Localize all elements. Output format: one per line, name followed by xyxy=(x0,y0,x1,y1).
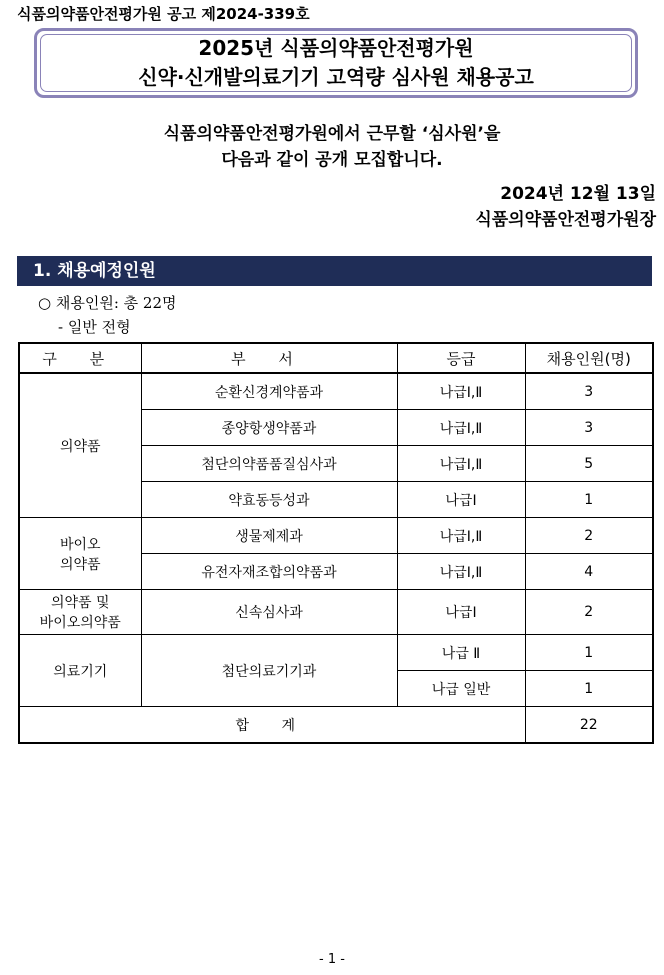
dept-cell: 약효동등성과 xyxy=(141,482,397,518)
intro-text xyxy=(0,121,664,173)
dept-cell: 신속심사과 xyxy=(141,590,397,635)
grade-cell: 나급Ⅰ xyxy=(397,482,525,518)
count-cell: 4 xyxy=(525,554,653,590)
page-number: - 1 - xyxy=(319,952,345,967)
table-row xyxy=(19,590,653,635)
title-inner xyxy=(40,34,632,92)
table-row xyxy=(19,518,653,554)
dept-cell: 종양항생약품과 xyxy=(141,410,397,446)
category-cell: 의료기기 xyxy=(19,635,141,707)
grade-cell: 나급 일반 xyxy=(397,671,525,707)
issuer: 식품의약품안전평가원장 xyxy=(475,210,656,230)
table-total-row xyxy=(19,707,653,744)
header-category: 구 분 xyxy=(19,343,141,373)
total-count: 22 xyxy=(525,707,653,744)
category-line-2: 의약품 xyxy=(59,556,101,573)
title-box xyxy=(34,28,638,98)
header-count: 채용인원(명) xyxy=(525,343,653,373)
recruit-type-line: - 일반 전형 xyxy=(58,318,131,336)
count-cell: 5 xyxy=(525,446,653,482)
table-row xyxy=(19,635,653,671)
intro-line-2: 다음과 같이 공개 모집합니다. xyxy=(221,150,443,170)
grade-cell: 나급Ⅰ,Ⅱ xyxy=(397,518,525,554)
title-line-2: 신약·신개발의료기기 고역량 심사원 채용공고 xyxy=(138,65,534,89)
grade-cell: 나급Ⅰ,Ⅱ xyxy=(397,554,525,590)
dept-cell: 순환신경계약품과 xyxy=(141,373,397,410)
category-cell: 의약품 xyxy=(19,373,141,518)
count-cell: 1 xyxy=(525,671,653,707)
count-cell: 2 xyxy=(525,590,653,635)
grade-cell: 나급 Ⅱ xyxy=(397,635,525,671)
category-line-2: 바이오의약품 xyxy=(39,615,121,631)
title-line-1: 2025년 식품의약품안전평가원 xyxy=(198,36,474,60)
category-line-1: 의약품 및 xyxy=(50,595,110,611)
dept-cell: 첨단의약품품질심사과 xyxy=(141,446,397,482)
grade-cell: 나급Ⅰ xyxy=(397,590,525,635)
date-block xyxy=(475,181,656,233)
category-cell xyxy=(19,590,141,635)
category-cell xyxy=(19,518,141,590)
announce-date: 2024년 12월 13일 xyxy=(500,184,656,204)
count-cell: 3 xyxy=(525,373,653,410)
count-cell: 3 xyxy=(525,410,653,446)
table-header-row xyxy=(19,343,653,373)
grade-cell: 나급Ⅰ,Ⅱ xyxy=(397,446,525,482)
total-recruit-line: ○ 채용인원: 총 22명 xyxy=(38,294,177,312)
intro-line-1: 식품의약품안전평가원에서 근무할 ‘심사원’을 xyxy=(163,124,501,144)
recruit-table xyxy=(18,342,654,744)
grade-cell: 나급Ⅰ,Ⅱ xyxy=(397,410,525,446)
dept-cell: 첨단의료기기과 xyxy=(141,635,397,707)
count-cell: 1 xyxy=(525,635,653,671)
dept-cell: 생물제제과 xyxy=(141,518,397,554)
count-cell: 2 xyxy=(525,518,653,554)
table-row xyxy=(19,373,653,410)
grade-cell: 나급Ⅰ,Ⅱ xyxy=(397,373,525,410)
notice-number: 식품의약품안전평가원 공고 제2024-339호 xyxy=(17,5,310,23)
count-cell: 1 xyxy=(525,482,653,518)
dept-cell: 유전자재조합의약품과 xyxy=(141,554,397,590)
header-grade: 등급 xyxy=(397,343,525,373)
total-label: 합 계 xyxy=(19,707,525,744)
header-dept: 부 서 xyxy=(141,343,397,373)
category-line-1: 바이오 xyxy=(59,536,101,553)
section-title: 1. 채용예정인원 xyxy=(17,256,652,286)
